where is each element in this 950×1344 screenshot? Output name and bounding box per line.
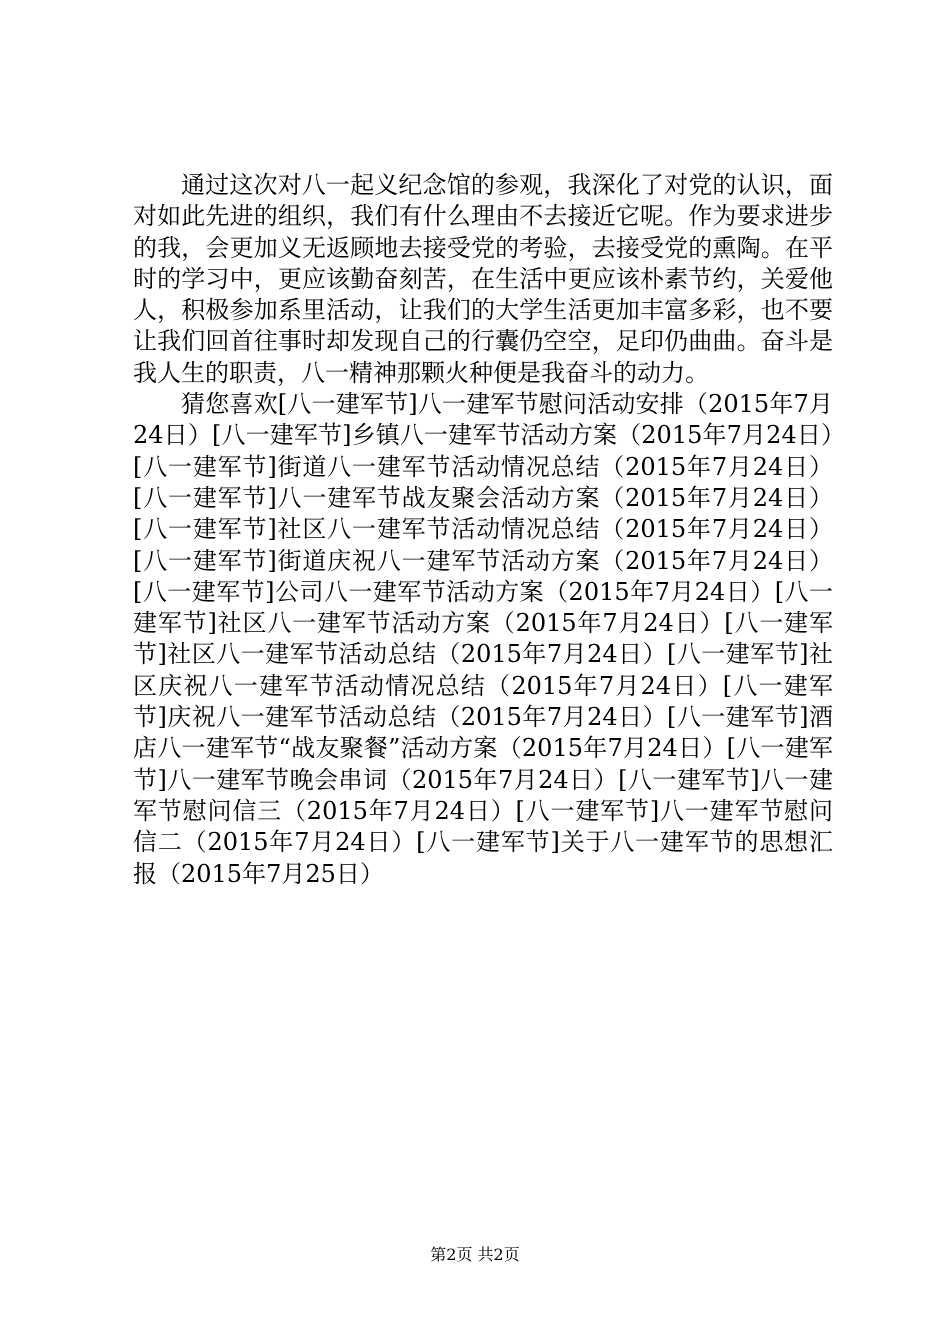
paragraph-related-links: 猜您喜欢[八一建军节]八一建军节慰问活动安排（2015年7月24日）[八一建军节]乡镇八一建军节活动方案（2015年7月24日）[八一建军节]街道八一建军节活动情况总结（2015年7月24日）[八一建军节]八一建军节战友聚会活动方案（2015年7月24日）[八一建军节]社区八一建军节活动情况总结（2015年7月24日）[八一建军节]街道庆祝八一建军节活动方案（2015年7月24日）[八一建军节]公司八一建军节活动方案（2015年7月24日）[八一建军节]社区八一建军节活动方案（2015年7月24日）[八一建军节]社区八一建军节活动总结（2015年7月24日）[八一建军节]社区庆祝八一建军节活动情况总结（2015年7月24日）[八一建军节]庆祝八一建军节活动总结（2015年7月24日）[八一建军节]酒店八一建军节“战友聚餐”活动方案（2015年7月24日）[八一建军节]八一建军节晚会串词（2015年7月24日）[八一建军节]八一建军节慰问信三（2015年7月24日）[八一建军节]八一建军节慰问信二（2015年7月24日）[八一建军节]关于八一建军节的思想汇报（2015年7月25日） (133, 390, 833, 888)
document-body (133, 170, 833, 890)
page-footer (0, 1245, 950, 1265)
paragraph-reflection: 通过这次对八一起义纪念馆的参观，我深化了对党的认识，面对如此先进的组织，我们有什么理由不去接近它呢。作为要求进步的我，会更加义无返顾地去接受党的考验，去接受党的熏陶。在平时的学习中，更应该勤奋刻苦，在生活中更应该朴素节约，关爱他人，积极参加系里活动，让我们的大学生活更加丰富多彩，也不要让我们回首往事时却发现自己的行囊仍空空，足印仍曲曲。奋斗是我人生的职责，八一精神那颗火种便是我奋斗的动力。 (133, 171, 833, 387)
page-number: 第2页 共2页 (430, 1245, 520, 1264)
